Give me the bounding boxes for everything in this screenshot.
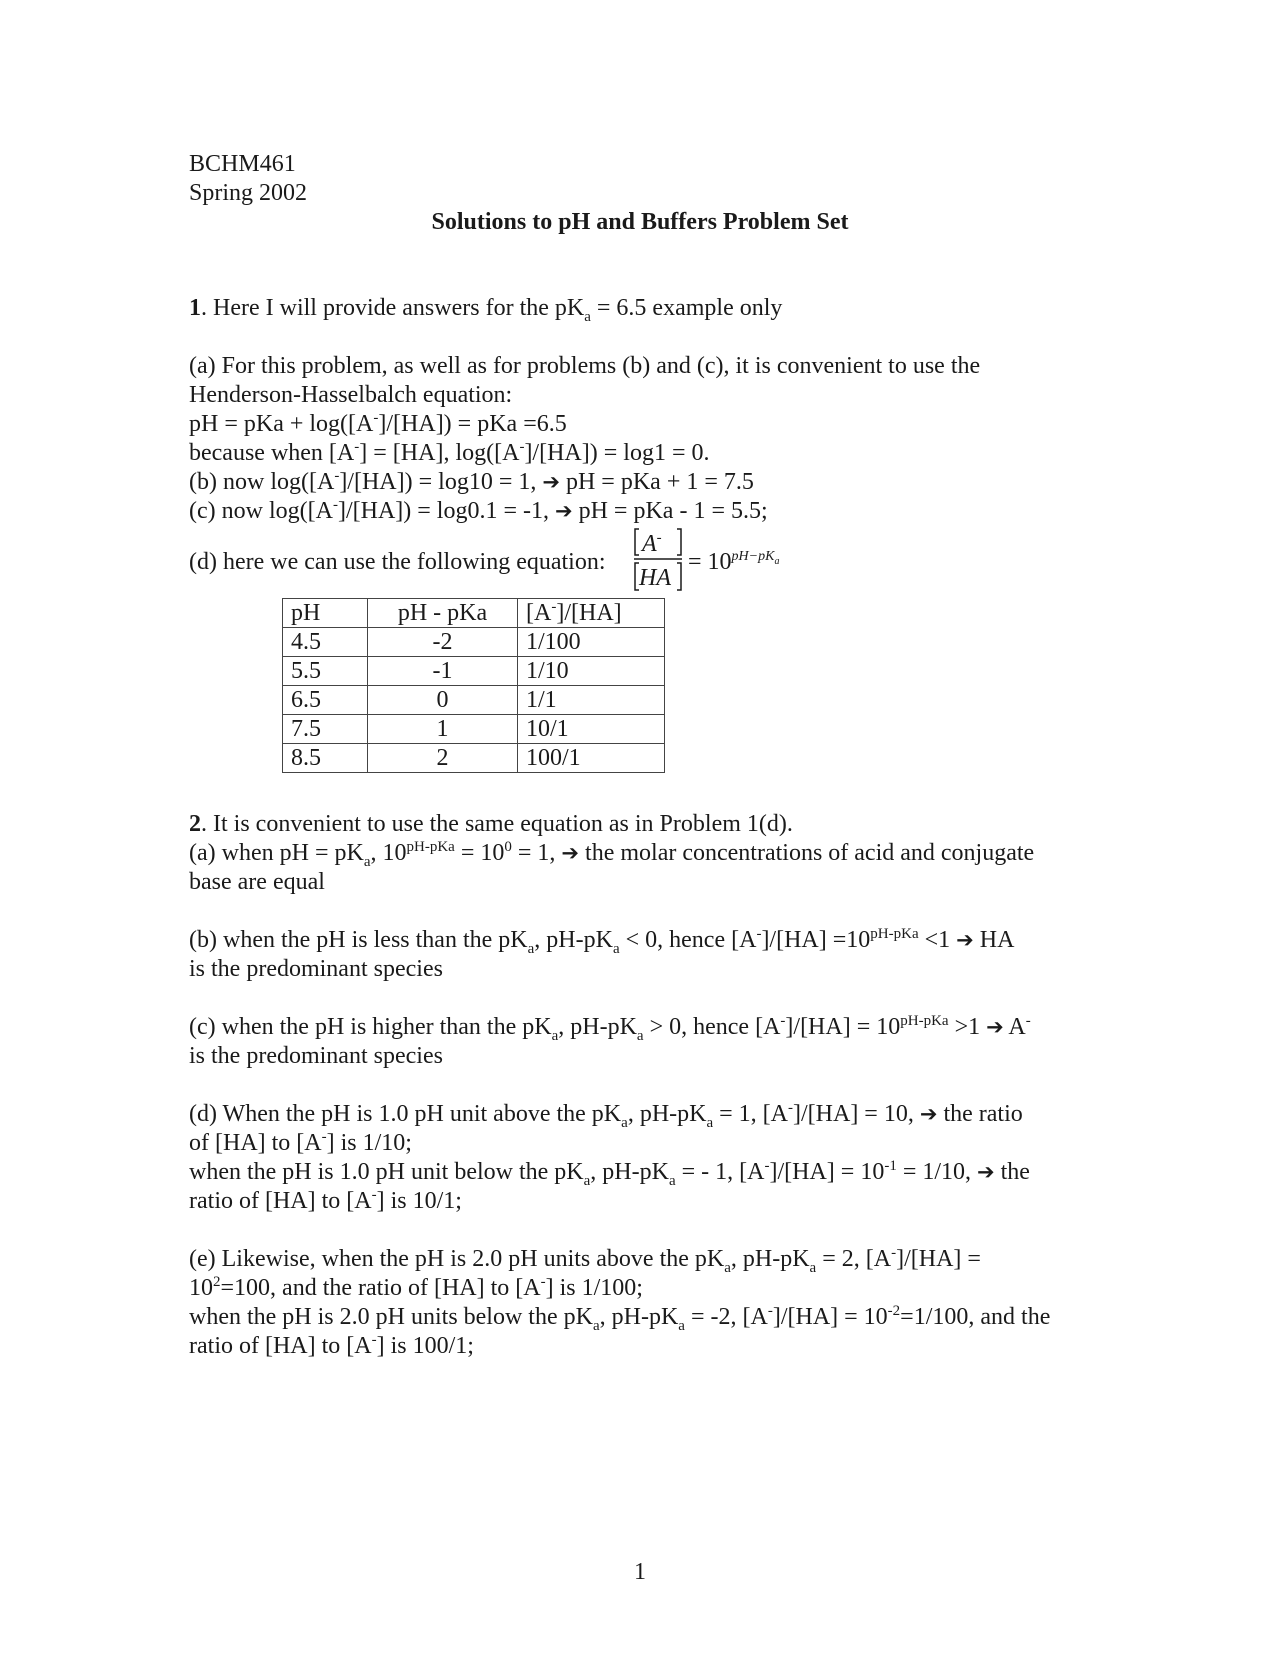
table-cell: -1	[368, 657, 518, 686]
problem-2b-line2: is the predominant species	[189, 956, 443, 982]
page-number: 1	[634, 1559, 646, 1585]
arrow-right-icon: ➔	[956, 928, 974, 952]
page-title: Solutions to pH and Buffers Problem Set	[431, 209, 849, 235]
table-cell: 8.5	[283, 744, 368, 773]
term: Spring 2002	[189, 180, 308, 206]
problem-1a-line2: Henderson-Hasselbalch equation:	[189, 382, 513, 408]
table-cell: 100/1	[518, 744, 665, 773]
table-row	[283, 628, 665, 657]
table-cell: 10/1	[518, 715, 665, 744]
problem-2e-line3: when the pH is 2.0 pH units below the $pK_a$, $pH-pK_a = -2$, $[A^-]/[HA] = 10^{-2}=1/100$, and the	[189, 1303, 1051, 1334]
table-row	[283, 744, 665, 773]
problem-2d-line2: of [HA] to [A-] is 1/10;	[189, 1129, 412, 1156]
problem-2d-line4: ratio of [HA] to [A-] is 10/1;	[189, 1187, 462, 1214]
problem-2c-line1: (c) when the pH is higher than the $pK_a$, $pH-pK_a > 0$, hence $[A^-]/[HA] = 10^{pH-pKa} >1$ ➔ A-	[189, 1013, 1031, 1044]
fraction-rhs: = $10^{pH-pK_a}$	[688, 549, 780, 575]
arrow-right-icon: ➔	[561, 841, 580, 865]
arrow-right-icon: ➔	[919, 1102, 938, 1126]
arrow-right-icon: ➔	[542, 470, 560, 494]
table-cell: 1/10	[518, 657, 665, 686]
problem-1-intro: 1. Here I will provide answers for the $pK_a = 6.5$ example only	[189, 295, 783, 325]
table-cell: 0	[368, 686, 518, 715]
hh-explanation: because when [A-] = [HA], log([A-]/[HA]) = log1 = 0.	[189, 439, 710, 466]
table-cell: 1/1	[518, 686, 665, 715]
table-cell: 2	[368, 744, 518, 773]
table-cell: 1/100	[518, 628, 665, 657]
column-header: [A-]/[HA]	[518, 599, 665, 628]
table-cell: 6.5	[283, 686, 368, 715]
column-header: pH	[283, 599, 368, 628]
problem-2d-line1: (d) When the pH is 1.0 pH unit above the $pK_a$, $pH-pK_a = 1$, [A-]/[HA] = 10, ➔ the ratio	[189, 1100, 1023, 1131]
table-cell: 4.5	[283, 628, 368, 657]
problem-2a-line1: (a) when pH = $pK_a$, $10^{pH-pKa} = 10^0 = 1$, ➔ the molar concentrations of acid and conjugate	[189, 839, 1035, 870]
ratio-table	[282, 598, 665, 773]
table-row	[283, 715, 665, 744]
problem-1b: (b) now log([A-]/[HA]) = log10 = 1, ➔ pH = pKa + 1 = 7.5	[189, 468, 754, 495]
problem-2c-line2: is the predominant species	[189, 1043, 443, 1069]
problem-1a-line1: (a) For this problem, as well as for problems (b) and (c), it is convenient to use the	[189, 353, 981, 379]
hh-equation: pH = pKa + log([A-]/[HA]) = pKa =6.5	[189, 410, 567, 437]
problem-2b-line1: (b) when the pH is less than the $pK_a$, $pH-pK_a < 0$, hence $[A^-]/[HA] =10^{pH-pKa} <1$ ➔ HA	[189, 926, 1015, 957]
table-row	[283, 686, 665, 715]
column-header: pH - pKa	[368, 599, 518, 628]
problem-2-intro: 2. It is convenient to use the same equation as in Problem 1(d).	[189, 811, 793, 837]
problem-2e-line4: ratio of [HA] to [A-] is 100/1;	[189, 1332, 474, 1359]
arrow-right-icon: ➔	[986, 1015, 1004, 1039]
problem-2d-line3: when the pH is 1.0 pH unit below the $pK_a$, $pH-pK_a$ = - 1, $[A^-]/[HA] = 10^{-1} = 1/10$, ➔ the	[189, 1158, 1030, 1189]
table-cell: 7.5	[283, 715, 368, 744]
problem-1d-text: (d) here we can use the following equation:	[189, 549, 606, 575]
problem-2a-line2: base are equal	[189, 869, 325, 895]
table-cell: 1	[368, 715, 518, 744]
arrow-right-icon: ➔	[977, 1160, 995, 1184]
arrow-right-icon: ➔	[554, 499, 573, 523]
fraction-numerator: A-	[642, 530, 662, 557]
table-cell: 5.5	[283, 657, 368, 686]
problem-2e-line2: $10^2=100$, and the ratio of [HA] to [A-] is 1/100;	[189, 1274, 643, 1301]
table-cell: -2	[368, 628, 518, 657]
fraction-denominator: HA	[639, 565, 671, 591]
course-code: BCHM461	[189, 151, 296, 177]
problem-1c: (c) now log([A-]/[HA]) = log0.1 = -1, ➔ pH = pKa - 1 = 5.5;	[189, 497, 768, 524]
table-row	[283, 657, 665, 686]
problem-2e-line1: (e) Likewise, when the pH is 2.0 pH units above the $pK_a$, $pH-pK_a = 2$, [A-]/[HA] =	[189, 1245, 981, 1276]
table-header-row	[283, 599, 665, 628]
